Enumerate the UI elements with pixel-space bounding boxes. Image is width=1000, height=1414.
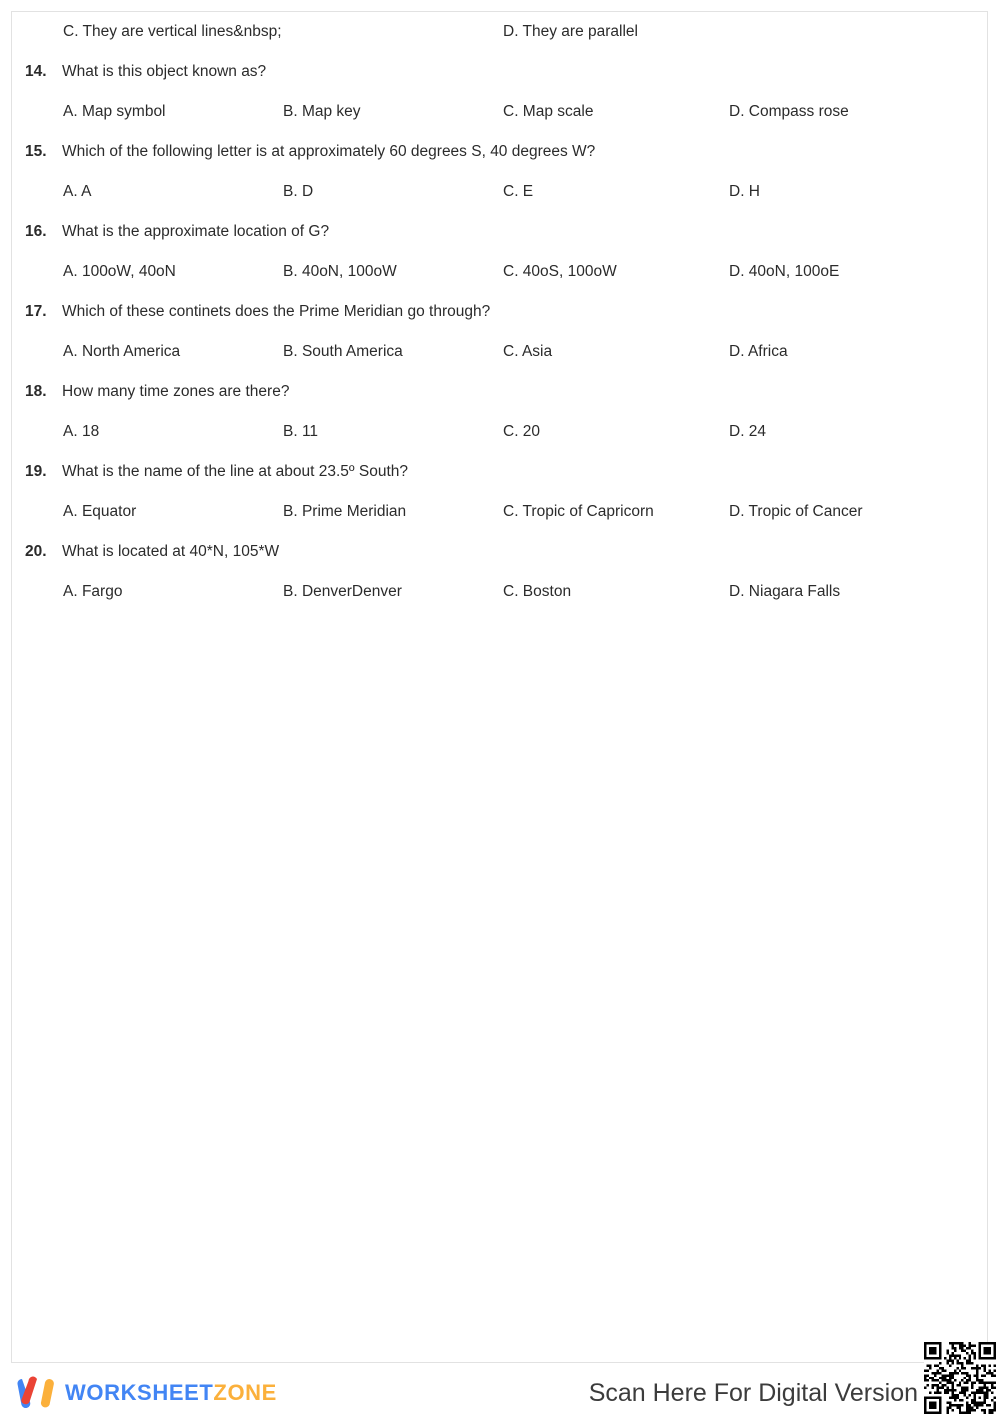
option-15-a[interactable]: A. A	[63, 183, 92, 200]
option-17-d[interactable]: D. Africa	[729, 343, 788, 360]
question-line-16	[12, 212, 989, 252]
option-17-a[interactable]: A. North America	[63, 343, 181, 360]
option-19-d[interactable]: D. Tropic of Cancer	[729, 503, 863, 520]
logo-word-worksheet: WORKSHEET	[65, 1380, 214, 1405]
carryover-options-row	[12, 12, 989, 52]
carryover-option-c: C. They are vertical lines&nbsp;	[63, 23, 282, 40]
option-15-b[interactable]: B. D	[283, 183, 314, 200]
option-19-c[interactable]: C. Tropic of Capricorn	[503, 503, 654, 520]
option-20-b[interactable]: B. DenverDenver	[283, 583, 402, 600]
carryover-option-d: D. They are parallel	[503, 23, 638, 40]
worksheet-content	[12, 12, 989, 612]
option-16-d[interactable]: D. 40oN, 100oE	[729, 263, 840, 280]
question-line-14	[12, 52, 989, 92]
question-line-18	[12, 372, 989, 412]
options-row-16	[12, 252, 989, 292]
option-14-a[interactable]: A. Map symbol	[63, 103, 166, 120]
question-number-19: 19.	[25, 463, 47, 480]
worksheet-zone-logo[interactable]	[16, 1372, 277, 1414]
options-row-15	[12, 172, 989, 212]
option-16-a[interactable]: A. 100oW, 40oN	[63, 263, 176, 280]
option-14-b[interactable]: B. Map key	[283, 103, 361, 120]
question-line-15	[12, 132, 989, 172]
option-20-a[interactable]: A. Fargo	[63, 583, 123, 600]
options-row-20	[12, 572, 989, 612]
question-text-15: Which of the following letter is at approximately 60 degrees S, 40 degrees W?	[62, 143, 596, 160]
options-row-14	[12, 92, 989, 132]
question-line-20	[12, 532, 989, 572]
option-18-d[interactable]: D. 24	[729, 423, 767, 440]
question-number-14: 14.	[25, 63, 47, 80]
question-block-20	[12, 532, 989, 612]
option-18-c[interactable]: C. 20	[503, 423, 541, 440]
question-text-18: How many time zones are there?	[62, 383, 290, 400]
option-14-d[interactable]: D. Compass rose	[729, 103, 849, 120]
question-line-19	[12, 452, 989, 492]
option-14-c[interactable]: C. Map scale	[503, 103, 594, 120]
question-text-20: What is located at 40*N, 105*W	[62, 543, 280, 560]
question-block-15	[12, 132, 989, 212]
options-row-19	[12, 492, 989, 532]
option-18-b[interactable]: B. 11	[283, 423, 319, 440]
qr-code[interactable]	[924, 1342, 996, 1414]
options-row-17	[12, 332, 989, 372]
worksheet-zone-logo-text	[65, 1382, 277, 1404]
option-20-d[interactable]: D. Niagara Falls	[729, 583, 841, 600]
option-15-c[interactable]: C. E	[503, 183, 534, 200]
option-16-c[interactable]: C. 40oS, 100oW	[503, 263, 617, 280]
question-number-20: 20.	[25, 543, 47, 560]
page-footer	[0, 1372, 1000, 1414]
question-block-18	[12, 372, 989, 452]
qr-code-image	[924, 1342, 996, 1414]
option-19-b[interactable]: B. Prime Meridian	[283, 503, 407, 520]
option-20-c[interactable]: C. Boston	[503, 583, 572, 600]
question-block-19	[12, 452, 989, 532]
question-line-17	[12, 292, 989, 332]
question-text-16: What is the approximate location of G?	[62, 223, 330, 240]
option-19-a[interactable]: A. Equator	[63, 503, 137, 520]
question-block-14	[12, 52, 989, 132]
option-17-b[interactable]: B. South America	[283, 343, 403, 360]
option-15-d[interactable]: D. H	[729, 183, 760, 200]
question-number-17: 17.	[25, 303, 47, 320]
question-block-16	[12, 212, 989, 292]
option-18-a[interactable]: A. 18	[63, 423, 100, 440]
question-text-14: What is this object known as?	[62, 63, 267, 80]
scan-here-label: Scan Here For Digital Version	[588, 1379, 918, 1407]
options-row-18	[12, 412, 989, 452]
option-17-c[interactable]: C. Asia	[503, 343, 553, 360]
question-number-15: 15.	[25, 143, 47, 160]
option-16-b[interactable]: B. 40oN, 100oW	[283, 263, 397, 280]
question-number-16: 16.	[25, 223, 47, 240]
logo-word-zone: ZONE	[213, 1380, 277, 1405]
question-text-19: What is the name of the line at about 23.5º South?	[62, 463, 409, 480]
worksheet-page	[11, 11, 988, 1363]
worksheet-zone-logo-icon	[16, 1376, 56, 1410]
question-block-17	[12, 292, 989, 372]
question-number-18: 18.	[25, 383, 47, 400]
question-text-17: Which of these continets does the Prime Meridian go through?	[62, 303, 491, 320]
